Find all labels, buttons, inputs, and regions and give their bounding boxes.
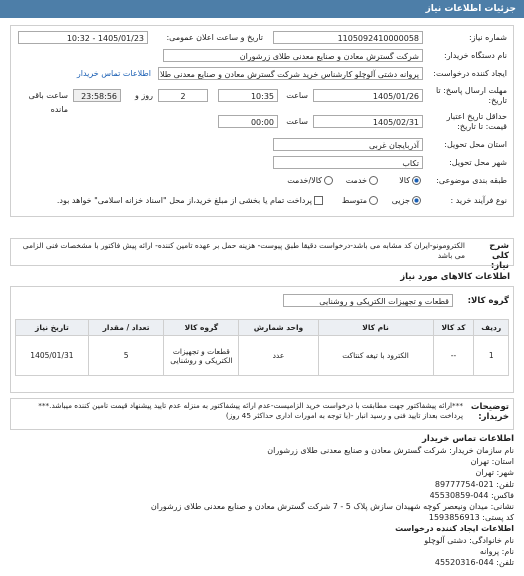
contact-line: کد پستی: 1593856913 (428, 513, 514, 523)
process-label: نوع فرآیند خرید : (450, 196, 507, 205)
deadline-row (11, 86, 513, 114)
validity-time-field: 00:00 (218, 115, 278, 128)
need-number-field: 1105092410000058 (273, 31, 423, 44)
days-field: 2 (158, 89, 208, 102)
goods-column-header: تاریخ نیاز (16, 320, 89, 336)
table-cell-index: 1 (474, 336, 509, 376)
validity-date-field: 1405/02/31 (313, 115, 423, 128)
buyer-label: نام دستگاه خریدار: (444, 51, 507, 60)
table-cell-date: 1405/01/31 (16, 336, 89, 376)
notes-section (10, 398, 514, 430)
province-field: آذربایجان غربی (273, 138, 423, 151)
radio-icon (369, 196, 378, 205)
deadline-time-label: ساعت (286, 91, 308, 100)
goods-table-header (16, 320, 509, 336)
need-number-row (11, 31, 513, 45)
remaining-time-field: 23:58:56 (73, 89, 121, 102)
contact-line: نشانی: میدان ونیعصر کوچه شهیدان سازش پلاک 5 - 7 شرکت گسترش معادن و صنایع معدنی طلای زرشوران (150, 502, 514, 512)
goods-column-header: واحد شمارش (239, 320, 318, 336)
contact-section (10, 434, 514, 572)
goods-section-title: اطلاعات کالاهای مورد نیاز (400, 272, 510, 282)
validity-label: حداقل تاریخ اعتبار قیمت: تا تاریخ: (446, 112, 507, 131)
goods-group-field: قطعات و تجهیزات الکتریکی و روشنایی (283, 294, 453, 307)
notes-text: ***ارائه پیشفاکتور جهت مطابقت با درخواست خرید الزامیست-عدم ارائه پیشفاکتور به منزله عدم تایید پیشنهاد قیمت تامین کننده میباشد.*** پرداخت بعداز تایید فنی و رسید انبار -(با توجه به امورات اداری حداکثر 45 روز) (38, 401, 463, 420)
creator-row (11, 67, 513, 81)
page-header: جزئیات اطلاعات نیاز (0, 0, 524, 18)
category-option-both[interactable]: کالا/خدمت (287, 174, 333, 188)
province-row (11, 138, 513, 152)
treasury-payment-checkbox[interactable]: پرداخت تمام یا بخشی از مبلغ خرید،از محل "اسناد خزانه اسلامی" خواهد بود. (57, 194, 323, 208)
category-row (11, 174, 513, 188)
category-option-service[interactable]: خدمت (346, 174, 378, 188)
buyer-contact-link[interactable]: اطلاعات تماس خریدار (76, 69, 151, 78)
notes-label: توضیحات خریدار: (470, 402, 509, 422)
contact-line: تلفن: 021-89777754 (434, 479, 514, 489)
category-label: طبقه بندی موضوعی: (436, 176, 507, 185)
goods-table (15, 319, 509, 376)
buyer-field: شرکت گسترش معادن و صنایع معدنی طلای زرشوران (163, 49, 423, 62)
process-option-medium[interactable]: متوسط (342, 194, 378, 208)
table-cell-name: الکترود با تیغه کنتاکت (318, 336, 433, 376)
city-label: شهر محل تحویل: (449, 158, 507, 167)
goods-column-header: نام کالا (318, 320, 433, 336)
radio-selected-icon (412, 196, 421, 205)
contact-line: شهر: تهران (475, 468, 514, 478)
radio-icon (324, 176, 333, 185)
goods-section (10, 286, 514, 393)
radio-icon (369, 176, 378, 185)
city-field: تکاب (273, 156, 423, 169)
table-cell-code: -- (433, 336, 474, 376)
city-row (11, 156, 513, 170)
summary-label: شرح کلی نیاز: (489, 241, 509, 271)
contact-line: نام سازمان خریدار: شرکت گسترش معادن و صنایع معدنی طلای زرشوران (267, 446, 514, 455)
creator-label: ایجاد کننده درخواست: (433, 69, 507, 78)
goods-table-wrap (15, 319, 509, 376)
validity-row (11, 112, 513, 134)
contact-line: نام: پروانه (479, 546, 514, 556)
contact-line: تلفن: 044-45520316 (434, 558, 514, 568)
process-row (11, 194, 513, 208)
summary-text: الکترومونو-ایران کد مشابه می باشد-درخواست دقیقا طبق پیوست- هزینه حمل بر عهده تامین کننده- ارائه پیش فاکتور با مشخصات فنی الزامی می باشد (22, 241, 465, 260)
goods-column-header: کد کالا (433, 320, 474, 336)
validity-time-label: ساعت (286, 117, 308, 126)
province-label: استان محل تحویل: (444, 140, 507, 149)
announce-label: تاریخ و ساعت اعلان عمومی: (166, 33, 263, 42)
remaining-label: ساعت باقی مانده (28, 91, 68, 114)
process-option-minor[interactable]: جزیی (392, 194, 421, 208)
deadline-time-field: 10:35 (218, 89, 278, 102)
days-label: روز و (135, 91, 153, 100)
table-cell-qty: 5 (88, 336, 164, 376)
summary-section (10, 238, 514, 271)
goods-column-header: تعداد / مقدار (88, 320, 164, 336)
contact-line: فاکس: 044-45530859 (429, 490, 514, 500)
radio-selected-icon (412, 176, 421, 185)
contact-title: اطلاعات تماس خریدار (422, 434, 514, 444)
goods-column-header: گروه کالا (164, 320, 239, 336)
goods-column-header: ردیف (474, 320, 509, 336)
contact-line: نام خانوادگی: دشتی آلوچلو (424, 535, 514, 545)
table-row (16, 336, 509, 376)
goods-group-label: گروه کالا: (467, 296, 509, 306)
deadline-date-field: 1405/01/26 (313, 89, 423, 102)
contact-line: استان: تهران (470, 457, 514, 467)
need-info-panel (10, 25, 514, 217)
announce-field: 1405/01/23 - 10:32 (18, 31, 148, 44)
need-number-label: شماره نیاز: (469, 33, 507, 42)
deadline-label: مهلت ارسال پاسخ: تا تاریخ: (435, 86, 507, 105)
category-option-goods[interactable]: کالا (399, 174, 421, 188)
contact-line: اطلاعات ایجاد کننده درخواست (395, 524, 514, 534)
buyer-row (11, 49, 513, 63)
table-cell-unit: عدد (239, 336, 318, 376)
creator-field: پروانه دشتی آلوچلو کارشناس خرید شرکت گسترش معادن و صنایع معدنی طلا (158, 67, 423, 80)
checkbox-icon (314, 196, 323, 205)
table-cell-group: قطعات و تجهیزات الکتریکی و روشنایی (164, 336, 239, 376)
